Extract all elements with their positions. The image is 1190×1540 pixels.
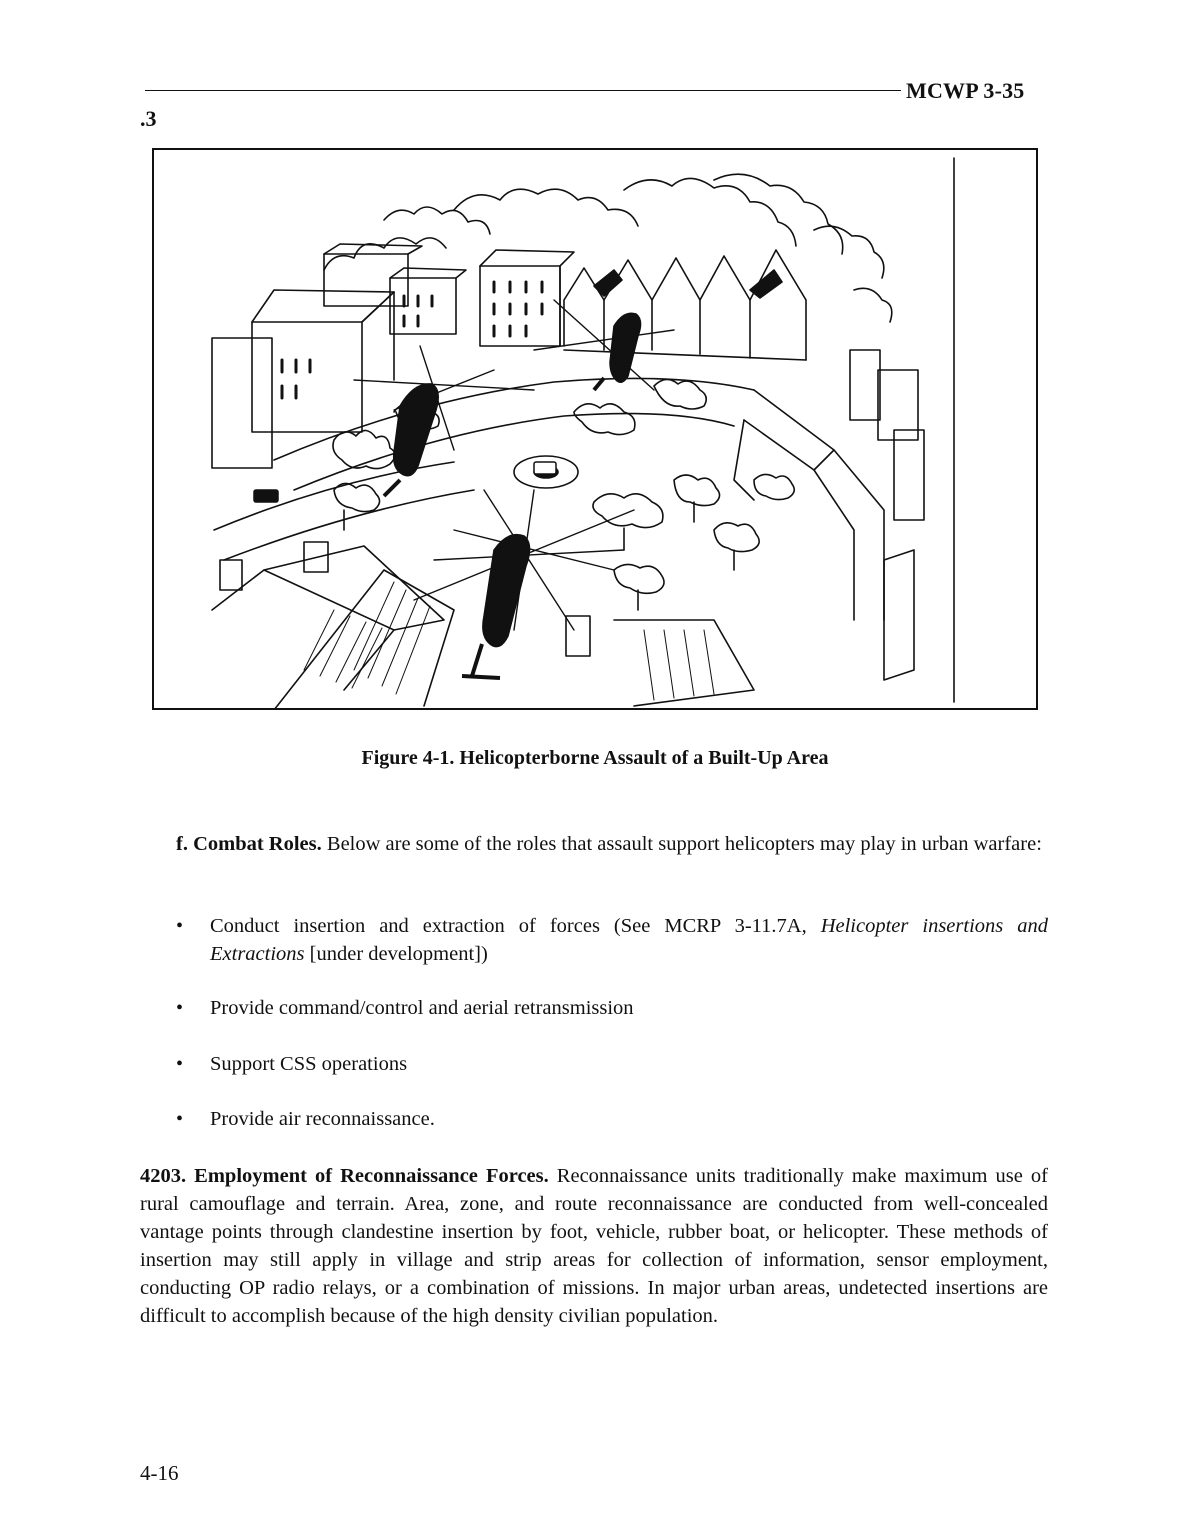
section-text: Reconnaissance units traditionally make maximum use of rural camouflage and terrain. Area, zone, and route reconnaissance are conducted from well-concealed vantage points through clandestine insertion by foot, vehicle, rubber boat, or helicopter. These methods of insertion may still apply in village and strip areas for collection of information, sensor employment, conducting OP radio relays, or a combination of missions. In major urban areas, undetected insertions are difficult to accomplish because of the high density civilian population. [140,1165,1048,1327]
list-item [176,912,1048,968]
page-number: 4-16 [140,1461,179,1485]
figure-frame [152,148,1038,710]
list-item-text: Provide air reconnaissance. [210,1108,435,1130]
list-item-text [210,912,1048,968]
section-heading: 4203. Employment of Reconnaissance Forces. [140,1165,549,1187]
helicopter-assault-illustration [154,150,1036,708]
list-item [176,994,1048,1022]
list-item-text: Support CSS operations [210,1053,408,1075]
publication-suffix: .3 [140,106,157,131]
list-item-text: Provide command/control and aerial retransmission [210,997,634,1019]
paragraph-combat-roles [176,830,1048,858]
bullet-icon: • [176,915,184,937]
paragraph-text: Below are some of the roles that assault support helicopters may play in urban warfare: [321,833,1042,855]
bullet-icon: • [176,1108,184,1130]
list-item-text-start: Conduct insertion and extraction of forces (See MCRP 3-11.7A, [210,915,821,937]
header-rule [145,90,901,91]
list-item [176,1105,1048,1133]
list-item [176,1050,1048,1078]
publication-title-italic: Helicopter insertions and Extractions [210,915,1048,965]
publication-title: MCWP 3-35 [906,78,1025,103]
bullet-icon: • [176,997,184,1019]
list-item-text-end: [under development]) [304,943,488,965]
paragraph-label: f. Combat Roles. [176,833,322,855]
figure-caption: Figure 4-1. Helicopterborne Assault of a Built-Up Area [361,747,829,769]
bullet-icon: • [176,1053,184,1075]
section-4203 [140,1162,1048,1330]
